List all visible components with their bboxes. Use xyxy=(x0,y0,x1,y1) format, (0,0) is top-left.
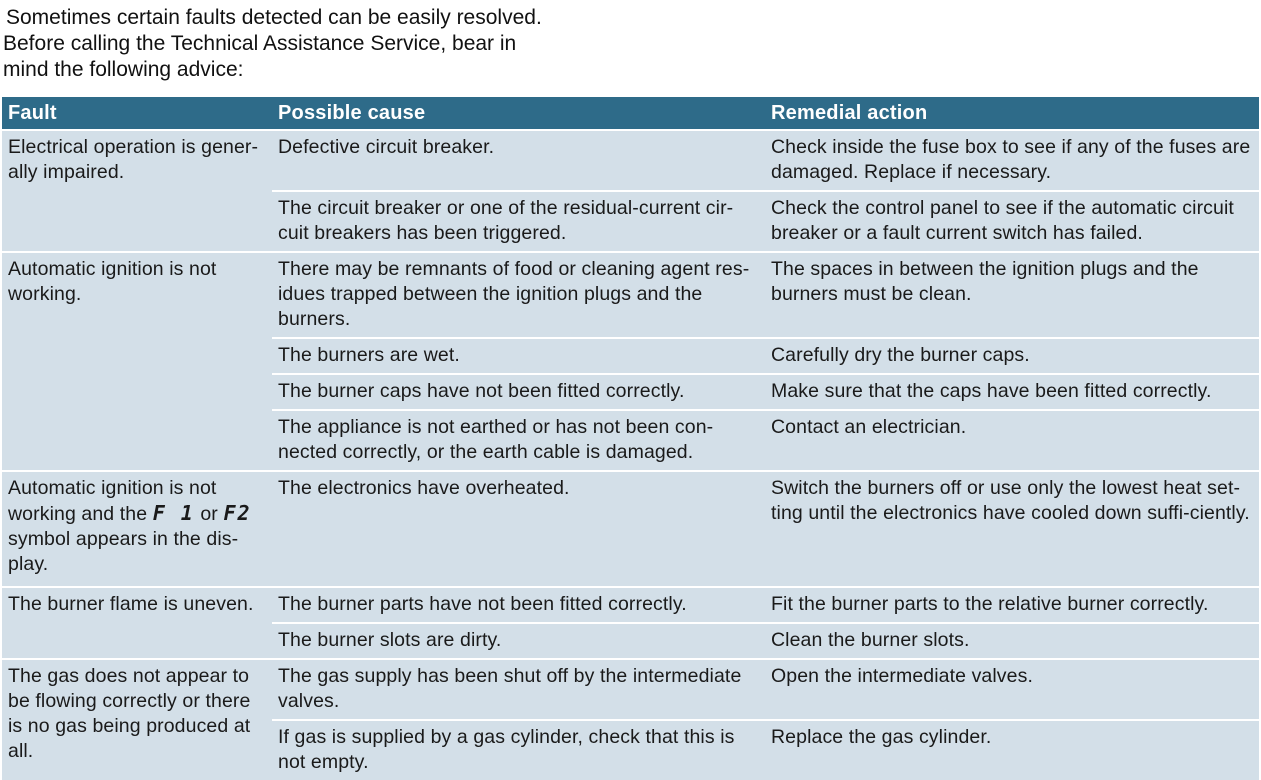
header-possible-cause: Possible cause xyxy=(272,97,765,130)
f1-display-symbol: F 1 xyxy=(152,501,195,525)
cause-cell: The burner slots are dirty. xyxy=(272,623,765,659)
table-row xyxy=(2,587,1259,623)
table-row xyxy=(2,659,1259,720)
action-cell: Contact an electrician. xyxy=(765,410,1259,471)
cause-cell: There may be remnants of food or cleaning agent res-idues trapped between the ignition plugs and the burners. xyxy=(272,252,765,338)
cause-cell: The burners are wet. xyxy=(272,338,765,374)
action-cell: Open the intermediate valves. xyxy=(765,659,1259,720)
intro-line-2: Before calling the Technical Assistance Service, bear in xyxy=(3,32,517,55)
header-fault: Fault xyxy=(2,97,272,130)
fault-cell xyxy=(2,471,272,587)
fault-cell: The gas does not appear to be flowing correctly or there is no gas being produced at all. xyxy=(2,659,272,780)
action-cell: Switch the burners off or use only the lowest heat set-ting until the electronics have cooled down suffi-ciently. xyxy=(765,471,1259,587)
action-cell: The spaces in between the ignition plugs and the burners must be clean. xyxy=(765,252,1259,338)
action-cell: Clean the burner slots. xyxy=(765,623,1259,659)
table-row xyxy=(2,252,1259,338)
action-cell: Make sure that the caps have been fitted correctly. xyxy=(765,374,1259,410)
cause-cell: The gas supply has been shut off by the intermediate valves. xyxy=(272,659,765,720)
header-remedial-action: Remedial action xyxy=(765,97,1259,130)
cause-cell: Defective circuit breaker. xyxy=(272,130,765,191)
troubleshooting-table xyxy=(2,97,1259,780)
fault-text-a: Automatic ignition is not working and the xyxy=(8,477,217,525)
action-cell: Check the control panel to see if the automatic circuit breaker or a fault current switch has failed. xyxy=(765,191,1259,252)
cause-cell: The appliance is not earthed or has not been con-nected correctly, or the earth cable is damaged. xyxy=(272,410,765,471)
action-cell: Check inside the fuse box to see if any of the fuses are damaged. Replace if necessary. xyxy=(765,130,1259,191)
table-row xyxy=(2,130,1259,191)
fault-cell: Automatic ignition is not working. xyxy=(2,252,272,471)
cause-cell: The circuit breaker or one of the residual-current cir-cuit breakers has been triggered. xyxy=(272,191,765,252)
action-cell: Replace the gas cylinder. xyxy=(765,720,1259,780)
action-cell: Fit the burner parts to the relative burner correctly. xyxy=(765,587,1259,623)
intro-line-1: Sometimes certain faults detected can be easily resolved. xyxy=(6,6,542,29)
f2-display-symbol: F2 xyxy=(223,501,252,525)
cause-cell: The burner caps have not been fitted correctly. xyxy=(272,374,765,410)
cause-cell: The burner parts have not been fitted correctly. xyxy=(272,587,765,623)
fault-text-b: symbol appears in the dis-play. xyxy=(8,528,239,575)
fault-cell: The burner flame is uneven. xyxy=(2,587,272,659)
cause-cell: The electronics have overheated. xyxy=(272,471,765,587)
intro-line-3: mind the following advice: xyxy=(3,58,244,81)
fault-text-or: or xyxy=(200,503,218,525)
action-cell: Carefully dry the burner caps. xyxy=(765,338,1259,374)
table-header-row xyxy=(2,97,1259,130)
fault-cell: Electrical operation is gener-ally impaired. xyxy=(2,130,272,252)
table-row xyxy=(2,471,1259,587)
cause-cell: If gas is supplied by a gas cylinder, check that this is not empty. xyxy=(272,720,765,780)
intro-text xyxy=(3,5,603,83)
